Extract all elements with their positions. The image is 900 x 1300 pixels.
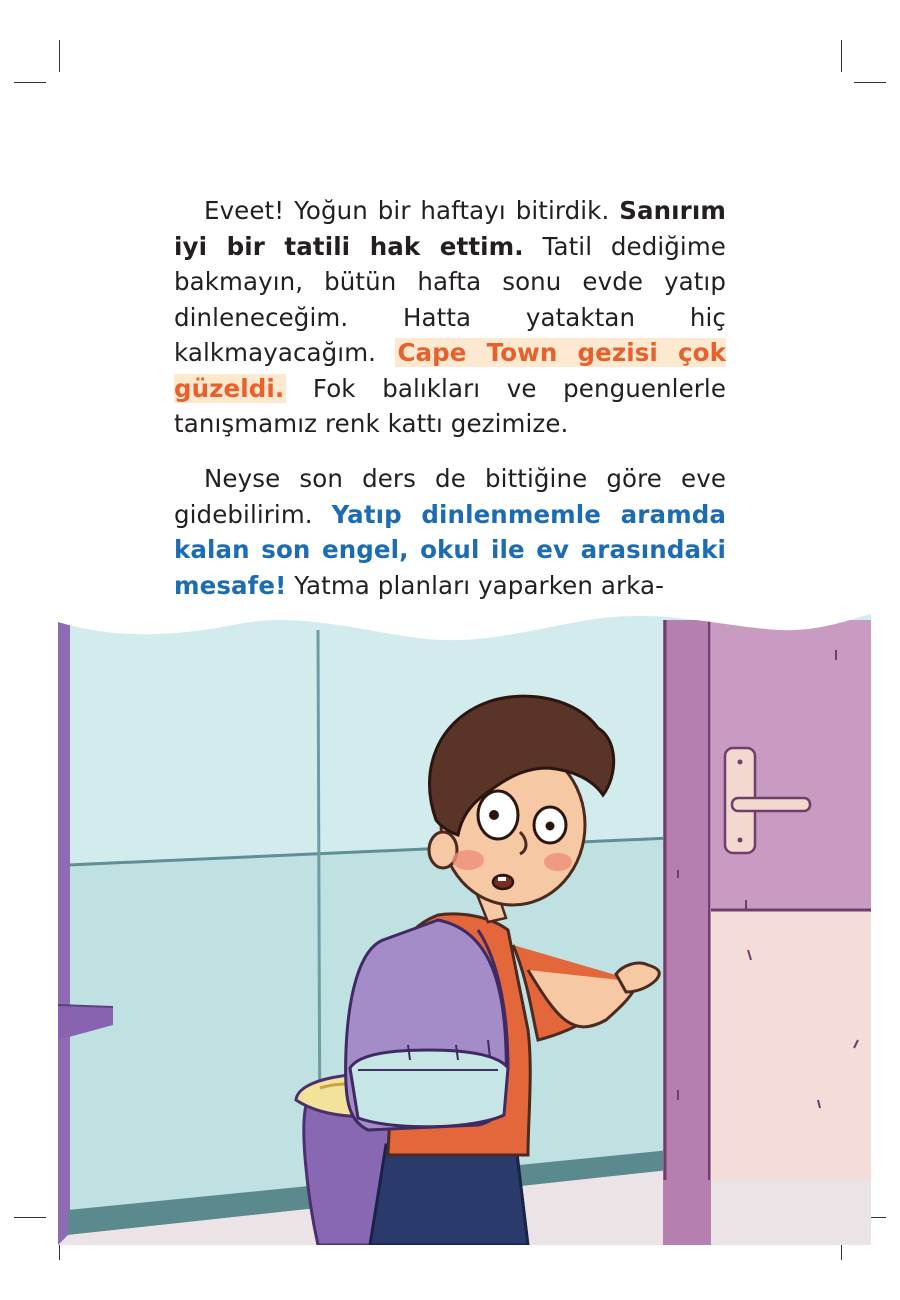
crop-mark-top-left-h — [14, 82, 46, 83]
paragraph-2-text — [174, 461, 726, 603]
crop-mark-top-left-v — [59, 40, 60, 72]
paragraph-2-seg-3: Yatma planları yaparken arka- — [286, 570, 665, 600]
paragraph-1-seg-5: Fok balıkları ve penguenlerle tanışmamız renk kattı gezimize. — [174, 373, 726, 438]
crop-mark-bottom-left-h — [14, 1217, 46, 1218]
paragraph-1-highlight-phrase: Cape Town gezisi çok güzeldi. — [174, 338, 726, 403]
crop-mark-top-right-v — [841, 40, 842, 72]
paragraph-1-text — [174, 193, 726, 442]
paragraph-1-bold-phrase: Sanırım iyi bir tatili hak ettim. — [174, 196, 726, 261]
illustration-boy-at-door — [58, 600, 871, 1245]
paragraph-1 — [174, 193, 726, 442]
paragraph-2 — [174, 461, 726, 603]
crop-mark-top-right-h — [854, 82, 886, 83]
paragraph-2-blue-phrase: Yatıp dinlenmemle aramda kalan son engel, okul ile ev arasındaki mesafe! — [174, 499, 727, 600]
paragraph-1-seg-3: Tatil dediğime bakmayın, bütün hafta sonu evde yatıp dinleneceğim. Hatta yataktan hiç kalkmayacağım. — [174, 231, 726, 367]
paragraph-2-seg-1: Neyse son ders de bittiğine göre eve gidebilirim. — [174, 464, 726, 529]
paragraph-1-seg-1: Eveet! Yoğun bir haftayı bitirdik. — [204, 196, 620, 225]
